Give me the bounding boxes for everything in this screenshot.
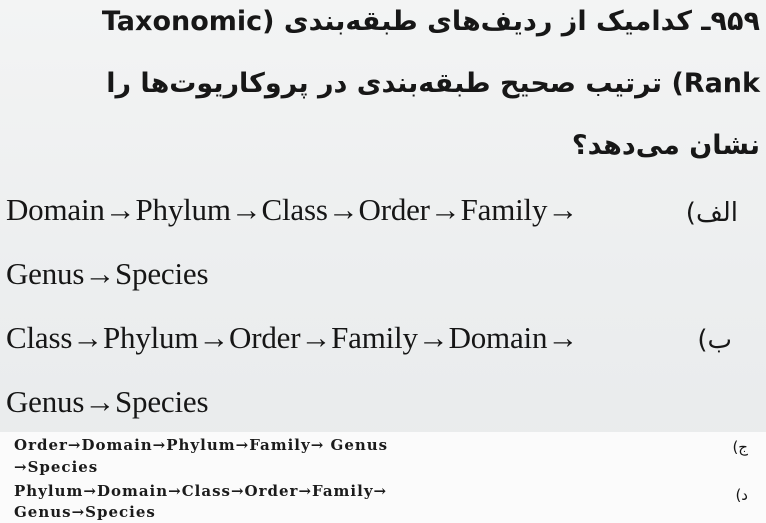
question-line-3: نشان می‌دهد؟ [571,130,760,161]
option-d-line-2: Genus→Species [14,503,156,521]
option-a-line-1: Domain→Phylum→Class→Order→Family→ [6,192,579,227]
question-line-2: Rank) ترتیب صحیح طبقه‌بندی در پروکاریوت‌ها را [106,68,760,99]
option-a-label: الف) [685,198,738,228]
option-d-line-1: Phylum→Domain→Class→Order→Family→ [14,482,388,500]
option-b-line-1: Class→Phylum→Order→Family→Domain→ [6,320,579,355]
question-line-1: ۹۵۹ـ کدامیک از ردیف‌های طبقه‌بندی (Taxonomic [101,6,760,37]
option-b-label: ب) [697,325,732,355]
option-c-line-2: →Species [14,458,99,476]
option-b-line-2: Genus→Species [6,384,209,419]
option-d-label: د) [735,486,748,504]
option-a-line-2: Genus→Species [6,256,209,291]
option-c-line-1: Order→Domain→Phylum→Family→ Genus [14,436,389,454]
option-c-label: ج) [732,438,748,456]
